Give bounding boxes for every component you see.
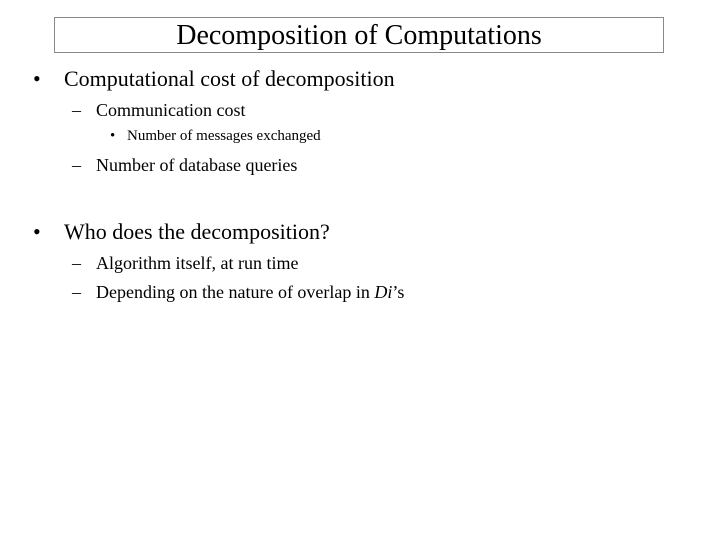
slide-title-box [54,17,664,53]
overlap-text: Depending on the nature of overlap in [96,282,375,302]
sub-bullet-marker: – [72,282,81,302]
sub-bullet-marker: – [72,100,81,120]
slide-title: Decomposition of Computations [176,20,542,51]
overlap-suffix: ’s [392,282,405,302]
sub-bullet-algorithm-runtime: Algorithm itself, at run time [96,253,299,273]
sub-sub-bullet-marker: • [110,128,116,144]
bullet-who-decomposes: Who does the decomposition? [64,219,330,244]
sub-bullet-database-queries: Number of database queries [96,155,298,175]
sub-bullet-marker: – [72,155,81,175]
sub-bullet-marker: – [72,253,81,273]
bullet-marker: • [33,219,41,244]
bullet-marker: • [33,66,41,91]
bullet-computational-cost: Computational cost of decomposition [64,66,395,91]
overlap-italic-term: Di [374,282,393,302]
sub-sub-bullet-messages: Number of messages exchanged [127,128,321,144]
sub-bullet-overlap [96,282,404,302]
sub-bullet-communication-cost: Communication cost [96,100,246,120]
